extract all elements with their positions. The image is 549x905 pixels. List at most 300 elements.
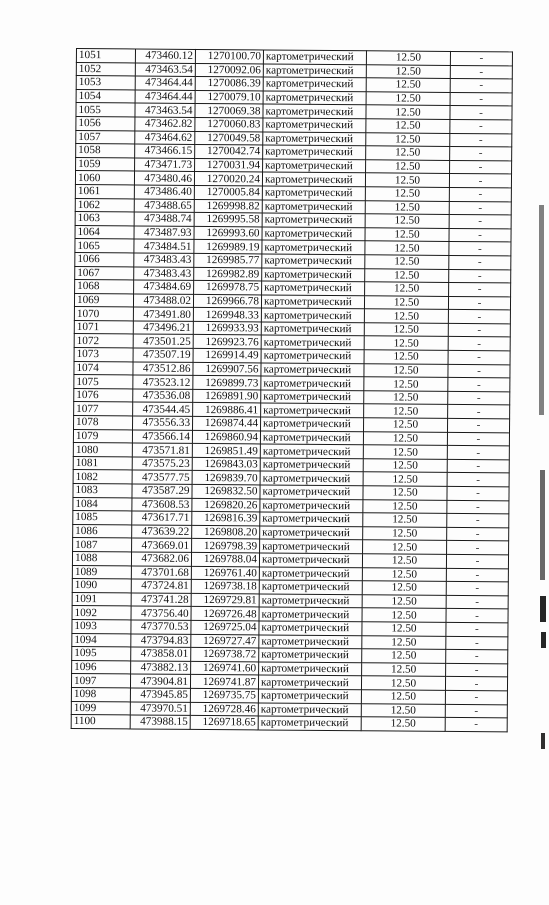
coordinates-table-container bbox=[71, 48, 512, 732]
note-cell: - bbox=[446, 582, 508, 596]
point-number-cell: 1055 bbox=[76, 103, 135, 117]
accuracy-cell: 12.50 bbox=[364, 363, 448, 377]
y-coordinate-cell: 1269832.50 bbox=[192, 484, 260, 498]
accuracy-cell: 12.50 bbox=[366, 160, 450, 174]
point-number-cell: 1066 bbox=[75, 252, 134, 266]
point-number-cell: 1088 bbox=[72, 551, 131, 565]
x-coordinate-cell: 473488.02 bbox=[133, 294, 193, 308]
y-coordinate-cell: 1269998.82 bbox=[194, 199, 262, 213]
x-coordinate-cell: 473463.54 bbox=[135, 63, 195, 77]
accuracy-cell: 12.50 bbox=[361, 690, 445, 704]
note-cell: - bbox=[449, 283, 511, 297]
scan-edge-mark bbox=[540, 470, 545, 580]
accuracy-cell: 12.50 bbox=[362, 554, 446, 568]
x-coordinate-cell: 473770.53 bbox=[131, 620, 191, 634]
accuracy-cell: 12.50 bbox=[366, 105, 450, 119]
accuracy-cell: 12.50 bbox=[365, 268, 449, 282]
x-coordinate-cell: 473544.45 bbox=[133, 402, 193, 416]
method-cell: картометрический bbox=[263, 104, 366, 118]
note-cell: - bbox=[448, 310, 510, 324]
note-cell: - bbox=[449, 228, 511, 242]
point-number-cell: 1062 bbox=[75, 198, 134, 212]
point-number-cell: 1095 bbox=[72, 647, 131, 661]
point-number-cell: 1079 bbox=[73, 429, 132, 443]
note-cell: - bbox=[447, 473, 509, 487]
x-coordinate-cell: 473669.01 bbox=[132, 538, 192, 552]
accuracy-cell: 12.50 bbox=[365, 227, 449, 241]
y-coordinate-cell: 1269874.44 bbox=[193, 416, 261, 430]
x-coordinate-cell: 473523.12 bbox=[133, 375, 193, 389]
x-coordinate-cell: 473496.21 bbox=[133, 321, 193, 335]
method-cell: картометрический bbox=[263, 91, 366, 105]
note-cell: - bbox=[447, 459, 509, 473]
point-number-cell: 1070 bbox=[74, 307, 133, 321]
y-coordinate-cell: 1269725.04 bbox=[191, 620, 259, 634]
point-number-cell: 1060 bbox=[75, 171, 134, 185]
y-coordinate-cell: 1269966.78 bbox=[193, 294, 261, 308]
note-cell: - bbox=[448, 323, 510, 337]
accuracy-cell: 12.50 bbox=[365, 187, 449, 201]
point-number-cell: 1051 bbox=[76, 49, 135, 63]
accuracy-cell: 12.50 bbox=[365, 255, 449, 269]
y-coordinate-cell: 1269923.76 bbox=[193, 335, 261, 349]
y-coordinate-cell: 1269729.81 bbox=[191, 593, 259, 607]
accuracy-cell: 12.50 bbox=[365, 200, 449, 214]
accuracy-cell: 12.50 bbox=[363, 431, 447, 445]
y-coordinate-cell: 1269982.89 bbox=[194, 267, 262, 281]
note-cell: - bbox=[450, 160, 512, 174]
note-cell: - bbox=[446, 595, 508, 609]
method-cell: картометрический bbox=[263, 145, 366, 159]
y-coordinate-cell: 1269914.49 bbox=[193, 348, 261, 362]
y-coordinate-cell: 1269798.39 bbox=[192, 539, 260, 553]
x-coordinate-cell: 473501.25 bbox=[133, 334, 193, 348]
method-cell: картометрический bbox=[260, 485, 363, 499]
point-number-cell: 1053 bbox=[76, 76, 135, 90]
note-cell: - bbox=[448, 364, 510, 378]
x-coordinate-cell: 473464.44 bbox=[135, 76, 195, 90]
method-cell: картометрический bbox=[258, 716, 361, 730]
method-cell: картометрический bbox=[262, 186, 365, 200]
point-number-cell: 1096 bbox=[72, 660, 131, 674]
point-number-cell: 1084 bbox=[73, 497, 132, 511]
accuracy-cell: 12.50 bbox=[366, 132, 450, 146]
point-number-cell: 1071 bbox=[74, 320, 133, 334]
accuracy-cell: 12.50 bbox=[362, 662, 446, 676]
y-coordinate-cell: 1269718.65 bbox=[190, 716, 258, 730]
method-cell: картометрический bbox=[259, 553, 362, 567]
note-cell: - bbox=[449, 255, 511, 269]
y-coordinate-cell: 1270069.38 bbox=[195, 104, 263, 118]
y-coordinate-cell: 1269989.19 bbox=[194, 240, 262, 254]
method-cell: картометрический bbox=[263, 132, 366, 146]
note-cell: - bbox=[448, 296, 510, 310]
point-number-cell: 1073 bbox=[74, 348, 133, 362]
scan-edge-mark bbox=[540, 596, 546, 622]
note-cell: - bbox=[450, 92, 512, 106]
accuracy-cell: 12.50 bbox=[365, 241, 449, 255]
point-number-cell: 1093 bbox=[72, 619, 131, 633]
note-cell: - bbox=[447, 486, 509, 500]
y-coordinate-cell: 1269727.47 bbox=[191, 634, 259, 648]
point-number-cell: 1067 bbox=[75, 266, 134, 280]
x-coordinate-cell: 473575.23 bbox=[132, 457, 192, 471]
point-number-cell: 1083 bbox=[73, 483, 132, 497]
method-cell: картометрический bbox=[258, 689, 361, 703]
method-cell: картометрический bbox=[259, 648, 362, 662]
x-coordinate-cell: 473608.53 bbox=[132, 498, 192, 512]
accuracy-cell: 12.50 bbox=[366, 64, 450, 78]
point-number-cell: 1061 bbox=[75, 184, 134, 198]
accuracy-cell: 12.50 bbox=[363, 445, 447, 459]
method-cell: картометрический bbox=[260, 499, 363, 513]
x-coordinate-cell: 473466.15 bbox=[135, 144, 195, 158]
accuracy-cell: 12.50 bbox=[366, 51, 450, 65]
scan-edge-mark bbox=[539, 205, 544, 415]
note-cell: - bbox=[447, 446, 509, 460]
method-cell: картометрический bbox=[260, 444, 363, 458]
y-coordinate-cell: 1270086.39 bbox=[195, 77, 263, 91]
y-coordinate-cell: 1270031.94 bbox=[195, 158, 263, 172]
x-coordinate-cell: 473488.74 bbox=[134, 212, 194, 226]
point-number-cell: 1059 bbox=[76, 157, 135, 171]
y-coordinate-cell: 1269985.77 bbox=[194, 253, 262, 267]
point-number-cell: 1078 bbox=[74, 416, 133, 430]
y-coordinate-cell: 1270005.84 bbox=[194, 185, 262, 199]
accuracy-cell: 12.50 bbox=[364, 323, 448, 337]
point-number-cell: 1089 bbox=[72, 565, 131, 579]
point-number-cell: 1076 bbox=[74, 388, 133, 402]
method-cell: картометрический bbox=[262, 254, 365, 268]
accuracy-cell: 12.50 bbox=[363, 472, 447, 486]
method-cell: картометрический bbox=[263, 50, 366, 64]
x-coordinate-cell: 473484.69 bbox=[134, 280, 194, 294]
method-cell: картометрический bbox=[263, 64, 366, 78]
x-coordinate-cell: 473488.65 bbox=[134, 198, 194, 212]
point-number-cell: 1082 bbox=[73, 470, 132, 484]
accuracy-cell: 12.50 bbox=[364, 336, 448, 350]
point-number-cell: 1056 bbox=[76, 116, 135, 130]
method-cell: картометрический bbox=[261, 322, 364, 336]
x-coordinate-cell: 473858.01 bbox=[131, 647, 191, 661]
x-coordinate-cell: 473463.54 bbox=[135, 103, 195, 117]
point-number-cell: 1080 bbox=[73, 443, 132, 457]
x-coordinate-cell: 473587.29 bbox=[132, 484, 192, 498]
point-number-cell: 1087 bbox=[73, 538, 132, 552]
accuracy-cell: 12.50 bbox=[364, 391, 448, 405]
note-cell: - bbox=[447, 527, 509, 541]
point-number-cell: 1097 bbox=[71, 674, 130, 688]
y-coordinate-cell: 1269820.26 bbox=[192, 498, 260, 512]
point-number-cell: 1057 bbox=[76, 130, 135, 144]
x-coordinate-cell: 473945.85 bbox=[130, 688, 190, 702]
scan-edge-mark bbox=[541, 733, 545, 749]
note-cell: - bbox=[445, 690, 507, 704]
note-cell: - bbox=[447, 500, 509, 514]
point-number-cell: 1098 bbox=[71, 687, 130, 701]
note-cell: - bbox=[450, 51, 512, 65]
x-coordinate-cell: 473487.93 bbox=[134, 226, 194, 240]
accuracy-cell: 12.50 bbox=[363, 513, 447, 527]
method-cell: картометрический bbox=[261, 363, 364, 377]
y-coordinate-cell: 1270079.10 bbox=[195, 90, 263, 104]
note-cell: - bbox=[450, 133, 512, 147]
method-cell: картометрический bbox=[262, 281, 365, 295]
note-cell: - bbox=[446, 609, 508, 623]
point-number-cell: 1064 bbox=[75, 225, 134, 239]
x-coordinate-cell: 473471.73 bbox=[135, 158, 195, 172]
note-cell: - bbox=[449, 201, 511, 215]
y-coordinate-cell: 1269741.87 bbox=[190, 675, 258, 689]
method-cell: картометрический bbox=[258, 702, 361, 716]
accuracy-cell: 12.50 bbox=[365, 173, 449, 187]
note-cell: - bbox=[448, 337, 510, 351]
method-cell: картометрический bbox=[260, 431, 363, 445]
y-coordinate-cell: 1269839.70 bbox=[192, 471, 260, 485]
note-cell: - bbox=[447, 514, 509, 528]
accuracy-cell: 12.50 bbox=[364, 295, 448, 309]
coordinates-table bbox=[71, 48, 513, 732]
note-cell: - bbox=[448, 391, 510, 405]
x-coordinate-cell: 473724.81 bbox=[131, 579, 191, 593]
accuracy-cell: 12.50 bbox=[366, 146, 450, 160]
accuracy-cell: 12.50 bbox=[362, 649, 446, 663]
x-coordinate-cell: 473460.12 bbox=[135, 49, 195, 63]
point-number-cell: 1100 bbox=[71, 715, 130, 729]
y-coordinate-cell: 1270092.06 bbox=[195, 63, 263, 77]
method-cell: картометрический bbox=[262, 213, 365, 227]
method-cell: картометрический bbox=[263, 159, 366, 173]
note-cell: - bbox=[447, 418, 509, 432]
method-cell: картометрический bbox=[262, 240, 365, 254]
y-coordinate-cell: 1269995.58 bbox=[194, 213, 262, 227]
point-number-cell: 1072 bbox=[74, 334, 133, 348]
method-cell: картометрический bbox=[260, 458, 363, 472]
y-coordinate-cell: 1269728.46 bbox=[190, 702, 258, 716]
note-cell: - bbox=[450, 119, 512, 133]
method-cell: картометрический bbox=[261, 295, 364, 309]
y-coordinate-cell: 1269741.60 bbox=[191, 661, 259, 675]
method-cell: картометрический bbox=[263, 77, 366, 91]
y-coordinate-cell: 1269899.73 bbox=[193, 376, 261, 390]
point-number-cell: 1077 bbox=[74, 402, 133, 416]
x-coordinate-cell: 473571.81 bbox=[132, 443, 192, 457]
x-coordinate-cell: 473882.13 bbox=[131, 661, 191, 675]
method-cell: картометрический bbox=[261, 390, 364, 404]
x-coordinate-cell: 473639.22 bbox=[132, 525, 192, 539]
note-cell: - bbox=[450, 147, 512, 161]
note-cell: - bbox=[446, 650, 508, 664]
method-cell: картометрический bbox=[259, 621, 362, 635]
y-coordinate-cell: 1270049.58 bbox=[195, 131, 263, 145]
accuracy-cell: 12.50 bbox=[362, 635, 446, 649]
method-cell: картометрический bbox=[261, 335, 364, 349]
accuracy-cell: 12.50 bbox=[365, 282, 449, 296]
x-coordinate-cell: 473491.80 bbox=[133, 307, 193, 321]
x-coordinate-cell: 473486.40 bbox=[134, 185, 194, 199]
note-cell: - bbox=[446, 568, 508, 582]
note-cell: - bbox=[449, 187, 511, 201]
accuracy-cell: 12.50 bbox=[364, 309, 448, 323]
point-number-cell: 1090 bbox=[72, 579, 131, 593]
point-number-cell: 1092 bbox=[72, 606, 131, 620]
point-number-cell: 1099 bbox=[71, 701, 130, 715]
accuracy-cell: 12.50 bbox=[364, 404, 448, 418]
accuracy-cell: 12.50 bbox=[365, 214, 449, 228]
accuracy-cell: 12.50 bbox=[366, 78, 450, 92]
accuracy-cell: 12.50 bbox=[362, 622, 446, 636]
method-cell: картометрический bbox=[259, 580, 362, 594]
coordinates-table-body bbox=[71, 49, 512, 732]
x-coordinate-cell: 473556.33 bbox=[133, 416, 193, 430]
x-coordinate-cell: 473484.51 bbox=[134, 239, 194, 253]
x-coordinate-cell: 473536.08 bbox=[133, 389, 193, 403]
method-cell: картометрический bbox=[259, 607, 362, 621]
method-cell: картометрический bbox=[259, 662, 362, 676]
method-cell: картометрический bbox=[262, 172, 365, 186]
note-cell: - bbox=[448, 378, 510, 392]
accuracy-cell: 12.50 bbox=[363, 499, 447, 513]
method-cell: картометрический bbox=[262, 267, 365, 281]
method-cell: картометрический bbox=[261, 376, 364, 390]
y-coordinate-cell: 1269738.72 bbox=[191, 648, 259, 662]
note-cell: - bbox=[446, 636, 508, 650]
x-coordinate-cell: 473462.82 bbox=[135, 117, 195, 131]
x-coordinate-cell: 473682.06 bbox=[131, 552, 191, 566]
method-cell: картометрический bbox=[259, 594, 362, 608]
accuracy-cell: 12.50 bbox=[362, 581, 446, 595]
note-cell: - bbox=[450, 106, 512, 120]
point-number-cell: 1094 bbox=[72, 633, 131, 647]
y-coordinate-cell: 1269978.75 bbox=[194, 281, 262, 295]
accuracy-cell: 12.50 bbox=[364, 377, 448, 391]
x-coordinate-cell: 473617.71 bbox=[132, 511, 192, 525]
y-coordinate-cell: 1269735.75 bbox=[190, 688, 258, 702]
y-coordinate-cell: 1270060.83 bbox=[195, 117, 263, 131]
y-coordinate-cell: 1269816.39 bbox=[192, 512, 260, 526]
method-cell: картометрический bbox=[258, 675, 361, 689]
note-cell: - bbox=[448, 405, 510, 419]
point-number-cell: 1086 bbox=[73, 524, 132, 538]
note-cell: - bbox=[445, 718, 507, 732]
note-cell: - bbox=[447, 432, 509, 446]
accuracy-cell: 12.50 bbox=[362, 595, 446, 609]
y-coordinate-cell: 1269851.49 bbox=[192, 444, 260, 458]
note-cell: - bbox=[446, 622, 508, 636]
y-coordinate-cell: 1269933.93 bbox=[193, 321, 261, 335]
accuracy-cell: 12.50 bbox=[364, 350, 448, 364]
method-cell: картометрический bbox=[260, 471, 363, 485]
x-coordinate-cell: 473904.81 bbox=[130, 674, 190, 688]
point-number-cell: 1058 bbox=[76, 144, 135, 158]
accuracy-cell: 12.50 bbox=[361, 676, 445, 690]
x-coordinate-cell: 473507.19 bbox=[133, 348, 193, 362]
accuracy-cell: 12.50 bbox=[361, 703, 445, 717]
y-coordinate-cell: 1269738.18 bbox=[191, 580, 259, 594]
x-coordinate-cell: 473794.83 bbox=[131, 633, 191, 647]
point-number-cell: 1068 bbox=[75, 280, 134, 294]
point-number-cell: 1081 bbox=[73, 456, 132, 470]
accuracy-cell: 12.50 bbox=[363, 527, 447, 541]
accuracy-cell: 12.50 bbox=[366, 119, 450, 133]
note-cell: - bbox=[449, 215, 511, 229]
method-cell: картометрический bbox=[260, 512, 363, 526]
x-coordinate-cell: 473483.43 bbox=[134, 266, 194, 280]
method-cell: картометрический bbox=[262, 227, 365, 241]
note-cell: - bbox=[446, 663, 508, 677]
accuracy-cell: 12.50 bbox=[363, 459, 447, 473]
note-cell: - bbox=[445, 677, 507, 691]
method-cell: картометрический bbox=[259, 634, 362, 648]
point-number-cell: 1069 bbox=[74, 293, 133, 307]
y-coordinate-cell: 1269761.40 bbox=[191, 566, 259, 580]
accuracy-cell: 12.50 bbox=[363, 418, 447, 432]
accuracy-cell: 12.50 bbox=[366, 92, 450, 106]
point-number-cell: 1085 bbox=[73, 511, 132, 525]
point-number-cell: 1054 bbox=[76, 89, 135, 103]
x-coordinate-cell: 473577.75 bbox=[132, 470, 192, 484]
note-cell: - bbox=[445, 704, 507, 718]
note-cell: - bbox=[450, 79, 512, 93]
method-cell: картометрический bbox=[261, 308, 364, 322]
accuracy-cell: 12.50 bbox=[362, 608, 446, 622]
method-cell: картометрический bbox=[263, 118, 366, 132]
y-coordinate-cell: 1269726.48 bbox=[191, 607, 259, 621]
y-coordinate-cell: 1269891.90 bbox=[193, 389, 261, 403]
x-coordinate-cell: 473464.44 bbox=[135, 90, 195, 104]
accuracy-cell: 12.50 bbox=[361, 717, 445, 731]
x-coordinate-cell: 473512.86 bbox=[133, 362, 193, 376]
table-row bbox=[71, 715, 507, 732]
x-coordinate-cell: 473988.15 bbox=[130, 715, 190, 729]
point-number-cell: 1065 bbox=[75, 239, 134, 253]
y-coordinate-cell: 1269843.03 bbox=[192, 457, 260, 471]
y-coordinate-cell: 1270020.24 bbox=[194, 172, 262, 186]
point-number-cell: 1074 bbox=[74, 361, 133, 375]
y-coordinate-cell: 1269948.33 bbox=[193, 308, 261, 322]
x-coordinate-cell: 473464.62 bbox=[135, 131, 195, 145]
x-coordinate-cell: 473701.68 bbox=[131, 566, 191, 580]
accuracy-cell: 12.50 bbox=[363, 540, 447, 554]
x-coordinate-cell: 473566.14 bbox=[132, 430, 192, 444]
y-coordinate-cell: 1270042.74 bbox=[195, 145, 263, 159]
note-cell: - bbox=[449, 242, 511, 256]
point-number-cell: 1091 bbox=[72, 592, 131, 606]
x-coordinate-cell: 473970.51 bbox=[130, 701, 190, 715]
method-cell: картометрический bbox=[260, 539, 363, 553]
y-coordinate-cell: 1269808.20 bbox=[192, 525, 260, 539]
x-coordinate-cell: 473480.46 bbox=[134, 171, 194, 185]
note-cell: - bbox=[450, 65, 512, 79]
note-cell: - bbox=[446, 554, 508, 568]
point-number-cell: 1075 bbox=[74, 375, 133, 389]
method-cell: картометрический bbox=[260, 526, 363, 540]
method-cell: картометрический bbox=[262, 199, 365, 213]
y-coordinate-cell: 1270100.70 bbox=[195, 49, 263, 63]
y-coordinate-cell: 1269907.56 bbox=[193, 362, 261, 376]
accuracy-cell: 12.50 bbox=[363, 486, 447, 500]
note-cell: - bbox=[449, 174, 511, 188]
point-number-cell: 1052 bbox=[76, 62, 135, 76]
y-coordinate-cell: 1269860.94 bbox=[192, 430, 260, 444]
note-cell: - bbox=[447, 541, 509, 555]
point-number-cell: 1063 bbox=[75, 212, 134, 226]
accuracy-cell: 12.50 bbox=[362, 567, 446, 581]
x-coordinate-cell: 473756.40 bbox=[131, 606, 191, 620]
method-cell: картометрический bbox=[261, 403, 364, 417]
note-cell: - bbox=[448, 350, 510, 364]
x-coordinate-cell: 473741.28 bbox=[131, 593, 191, 607]
